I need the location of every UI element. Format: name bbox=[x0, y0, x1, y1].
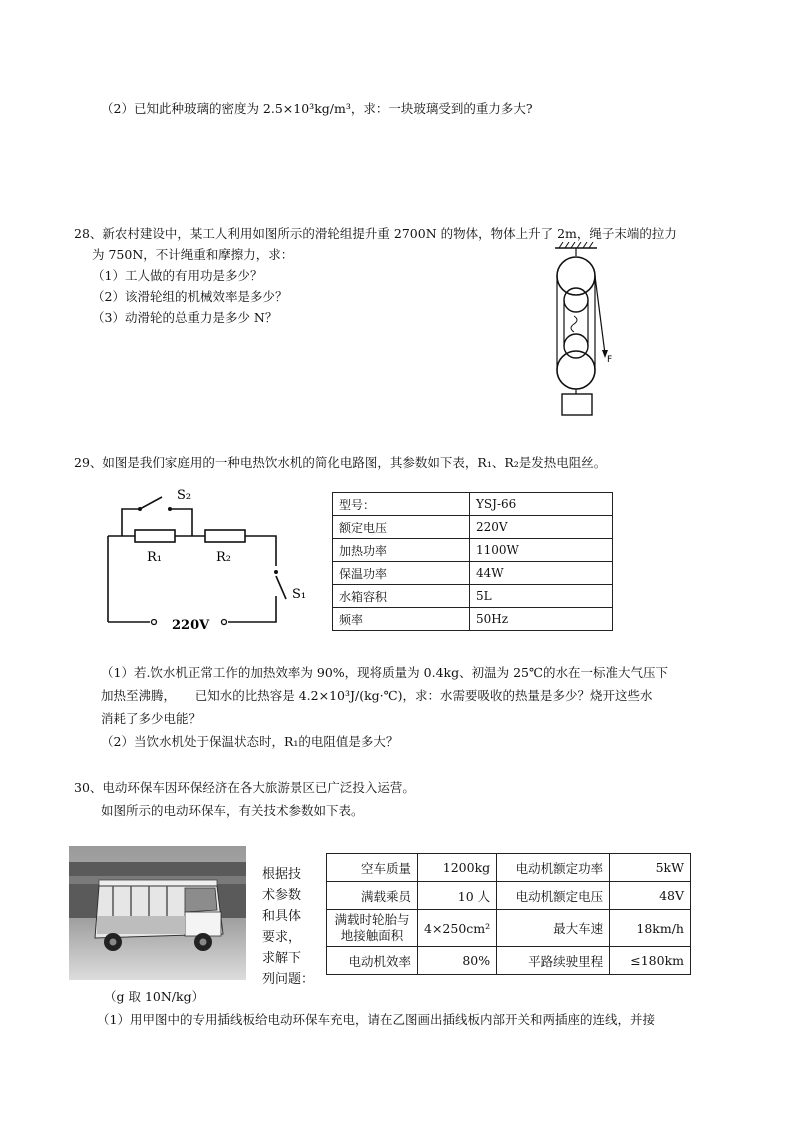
load-block bbox=[562, 394, 592, 415]
q29-spec-table bbox=[332, 492, 613, 631]
table-row: 电动机效率 80% 平路续驶里程 ≤180km bbox=[327, 947, 691, 975]
q29-part1-line2: 加热至沸腾， 已知水的比热容是 4.2×10³J/(kg·℃)，求：水需要吸收的热量是多少？烧开这些水 bbox=[101, 688, 653, 703]
s1-label: S₁ bbox=[292, 587, 307, 602]
q30-line2: 如图所示的电动环保车，有关技术参数如下表。 bbox=[101, 803, 364, 818]
q29-part2: （2）当饮水机处于保温状态时，R₁的电阻值是多大？ bbox=[101, 734, 399, 749]
movable-pulley-large bbox=[557, 351, 595, 389]
q27-part2: （2）已知此种玻璃的密度为 2.5×10³kg/m³，求：一块玻璃受到的重力多大? bbox=[101, 101, 533, 116]
table-row: 型号： YSJ-66 bbox=[333, 493, 613, 516]
table-row: 空车质量 1200kg 电动机额定功率 5kW bbox=[327, 854, 691, 882]
table-row: 水箱容积 5L bbox=[333, 585, 613, 608]
q30-side-text: 根据技 术参数 和具体 要求， 求解下 列问题： bbox=[262, 867, 315, 987]
q28-item-3: （3）动滑轮的总重力是多少 N？ bbox=[92, 310, 278, 325]
r1-label: R₁ bbox=[147, 550, 162, 565]
q29-intro: 29、如图是我们家庭用的一种电热饮水机的简化电路图，其参数如下表，R₁、R₂是发热电阻丝。 bbox=[74, 455, 607, 470]
r2-label: R₂ bbox=[216, 550, 231, 565]
table-row: 满载时轮胎与地接触面积 4×250cm² 最大车速 18km/h bbox=[327, 910, 691, 947]
table-row: 保温功率 44W bbox=[333, 562, 613, 585]
q28-item-2: （2）该滑轮组的机械效率是多少？ bbox=[92, 289, 288, 304]
electric-car-photo bbox=[69, 846, 246, 980]
force-label: F bbox=[607, 355, 613, 365]
q30-line1: 30、电动环保车因环保经济在各大旅游景区已广泛投入运营。 bbox=[74, 780, 415, 795]
circuit-diagram bbox=[100, 484, 320, 634]
fixed-pulley-small bbox=[564, 288, 588, 312]
pulley-figure bbox=[545, 242, 625, 418]
table-row: 满载乘员 10 人 电动机额定电压 48V bbox=[327, 882, 691, 910]
voltage-label: 220V bbox=[172, 618, 210, 633]
q28-line1: 28、新农村建设中，某工人利用如图所示的滑轮组提升重 2700N 的物体，物体上升了 2m，绳子末端的拉力 bbox=[74, 226, 677, 241]
q29-part1-line1: （1）若.饮水机正常工作的加热效率为 90%，现将质量为 0.4kg、初温为 25℃的水在一标准大气压下 bbox=[101, 665, 668, 680]
q28-line2: 为 750N，不计绳重和摩擦力，求： bbox=[92, 247, 294, 262]
q30-part1: （1）用甲图中的专用插线板给电动环保车充电，请在乙图画出插线板内部开关和两插座的连线，并接 bbox=[97, 1012, 655, 1027]
q30-g-note: （g 取 10N/kg） bbox=[104, 989, 205, 1004]
s2-label: S₂ bbox=[177, 488, 192, 503]
q28-item-1: （1）工人做的有用功是多少？ bbox=[92, 268, 263, 283]
fixed-pulley-large bbox=[557, 257, 595, 295]
q29-part1-line3: 消耗了多少电能？ bbox=[101, 711, 202, 726]
table-row: 频率 50Hz bbox=[333, 608, 613, 631]
movable-pulley-small bbox=[564, 334, 588, 358]
table-row: 加热功率 1100W bbox=[333, 539, 613, 562]
q30-car-table bbox=[326, 853, 691, 975]
table-row: 额定电压 220V bbox=[333, 516, 613, 539]
